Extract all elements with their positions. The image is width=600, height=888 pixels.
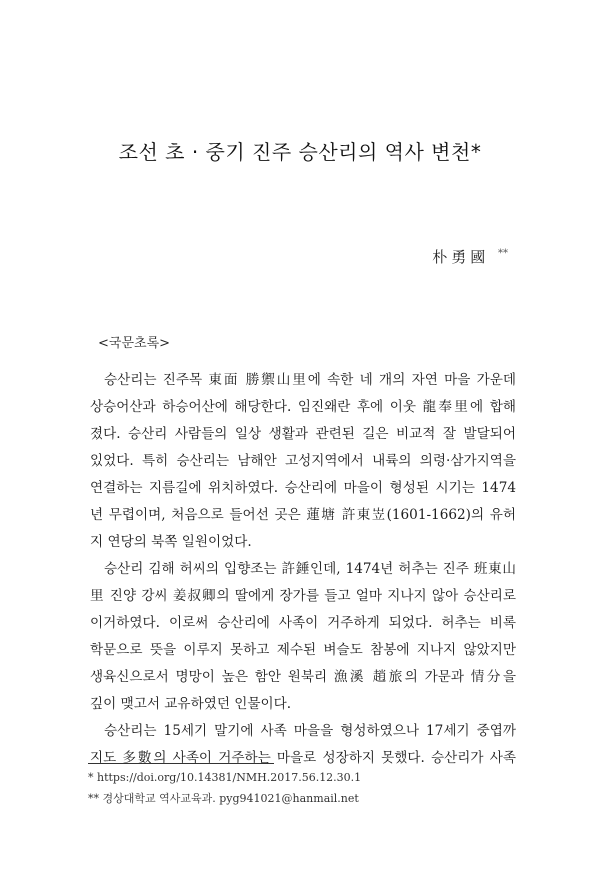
footnote-doi: * https://doi.org/10.14381/NMH.2017.56.12.30.1 [88,771,362,784]
page-title: 조선 초 · 중기 진주 승산리의 역사 변천* [118,140,482,164]
abstract-line: 이거하였다. 이로써 승산리에 사족이 거주하게 되었다. 허추는 비록 [90,615,516,631]
footnote-affiliation: ** 경상대학교 역사교육과. pyg941021@hanmail.net [88,792,359,805]
footnote-divider [88,763,274,764]
abstract-line: 상승어산과 하승어산에 해당한다. 임진왜란 후에 이웃 龍奉里에 합해 [90,399,516,415]
abstract-line: 승산리는 15세기 말기에 사족 마을을 형성하였으나 17세기 중엽까 [104,723,516,739]
abstract-line: 있었다. 특히 승산리는 남해안 고성지역에서 내륙의 의령·삼가지역을 [90,453,516,469]
author-name-text: 朴勇國 [432,248,490,266]
abstract-line: 학문으로 뜻을 이루지 못하고 제수된 벼슬도 참봉에 지나지 않았지만 [90,642,516,658]
author-footnote-mark: ** [498,248,508,259]
abstract-line: 승산리 김해 허씨의 입향조는 許錘인데, 1474년 허추는 진주 班東山 [104,561,516,577]
abstract-line: 년 무렵이며, 처음으로 들어선 곳은 蓮塘 許東岦(1601-1662)의 유허 [90,507,516,523]
abstract-label: <국문초록> [98,336,171,351]
author-name [432,246,508,267]
abstract-line: 지도 多數의 사족이 거주하는 마을로 성장하지 못했다. 승산리가 사족 [90,750,516,766]
abstract-line: 승산리는 진주목 東面 勝禦山里에 속한 네 개의 자연 마을 가운데 [104,372,516,388]
abstract-line: 연결하는 지름길에 위치하였다. 승산리에 마을이 형성된 시기는 1474 [90,480,516,496]
abstract-line: 지 연당의 북쪽 일원이었다. [90,534,252,550]
abstract-line: 생육신으로서 명망이 높은 함안 원북리 漁溪 趙旅의 가문과 情分을 [90,669,516,685]
abstract-line: 里 진양 강씨 姜叔卿의 딸에게 장가를 들고 얼마 지나지 않아 승산리로 [90,588,516,604]
abstract-line: 졌다. 승산리 사람들의 일상 생활과 관련된 길은 비교적 잘 발달되어 [90,426,516,442]
abstract-line: 깊이 맺고서 교유하였던 인물이다. [90,696,292,712]
